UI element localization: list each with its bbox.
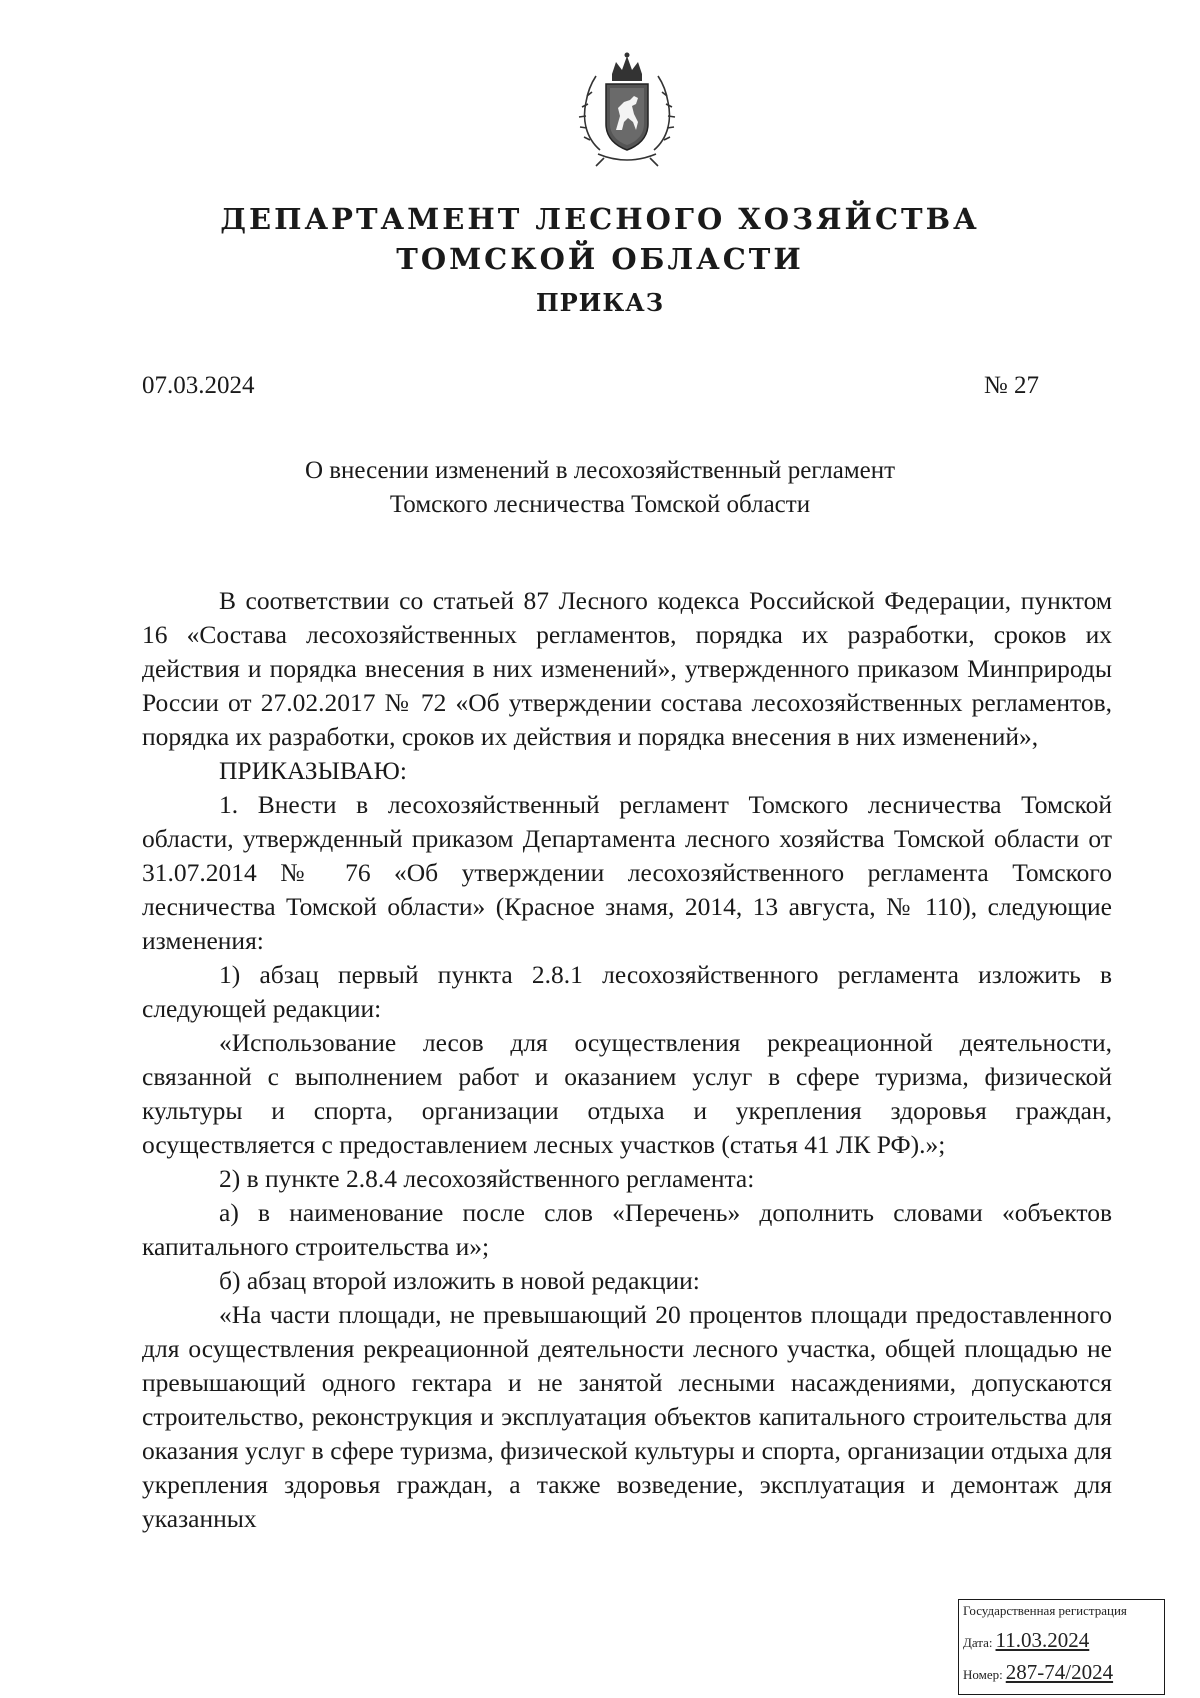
order-date: 07.03.2024 xyxy=(142,372,255,399)
department-name-line1: ДЕПАРТАМЕНТ ЛЕСНОГО ХОЗЯЙСТВА xyxy=(220,202,980,236)
registration-number-label: Номер: xyxy=(963,1667,1003,1682)
order-subject xyxy=(0,454,1200,522)
body-paragraph: «Использование лесов для осуществления рекреационной деятельности, связанной с выполнением работ и оказанием услуг в сфере туризма, физической культуры и спорта, организации отдыха и укрепления здоровья граждан, осуществляется с предоставлением лесных участков (статья 41 ЛК РФ).»; xyxy=(142,1028,1112,1159)
body-paragraph: а) в наименование после слов «Перечень» дополнить словами «объектов капитального строительства и»; xyxy=(142,1198,1112,1261)
body-paragraph: «На части площади, не превышающий 20 процентов площади предоставленного для осуществления рекреационной деятельности лесного участка, общей площадью не превышающий одного гектара и не занятой лесными насаждениями, допускаются строительство, реконструкция и эксплуатация объектов капитального строительства для оказания услуг в сфере туризма, физической культуры и спорта, организации отдыха для укрепления здоровья граждан, а также возведение, эксплуатация и демонтаж для указанных xyxy=(142,1300,1112,1533)
body-paragraph: б) абзац второй изложить в новой редакции: xyxy=(219,1266,700,1295)
registration-stamp-title: Государственная регистрация xyxy=(963,1603,1127,1618)
department-name-line2: ТОМСКОЙ ОБЛАСТИ xyxy=(396,242,804,276)
order-number: № 27 xyxy=(983,372,1039,399)
body-paragraph: ПРИКАЗЫВАЮ: xyxy=(219,756,407,785)
order-subject-line2: Томского лесничества Томской области xyxy=(389,491,811,518)
order-subject-line1: О внесении изменений в лесохозяйственный регламент xyxy=(304,457,896,484)
registration-number-value: 287-74/2024 xyxy=(1005,1660,1114,1684)
body-paragraph: 1) абзац первый пункта 2.8.1 лесохозяйственного регламента изложить в следующей редакции: xyxy=(142,960,1112,1023)
registration-stamp xyxy=(958,1599,1165,1695)
registration-date-label: Дата: xyxy=(963,1635,993,1650)
registration-date-value: 11.03.2024 xyxy=(995,1628,1090,1652)
registration-number-row xyxy=(963,1660,1113,1685)
body-paragraph: 2) в пункте 2.8.4 лесохозяйственного регламента: xyxy=(219,1164,755,1193)
tomsk-coat-of-arms-icon xyxy=(578,50,676,168)
body-paragraph: В соответствии со статьей 87 Лесного кодекса Российской Федерации, пунктом 16 «Состава лесохозяйственных регламентов, порядка их разработки, сроков их действия и порядка внесения в них изменений», утвержденного приказом Минприроды России от 27.02.2017 № 72 «Об утверждении состава лесохозяйственных регламентов, порядка их разработки, сроков их действия и порядка внесения в них изменений», xyxy=(142,586,1112,751)
registration-date-row xyxy=(963,1628,1089,1653)
body-paragraph: 1. Внести в лесохозяйственный регламент Томского лесничества Томской области, утвержденный приказом Департамента лесного хозяйства Томской области от 31.07.2014 № 76 «Об утверждении лесохозяйственного регламента Томского лесничества Томской области» (Красное знамя, 2014, 13 августа, № 110), следующие изменения: xyxy=(142,790,1112,955)
document-type-title: ПРИКАЗ xyxy=(535,288,665,317)
order-body xyxy=(142,584,1112,1536)
